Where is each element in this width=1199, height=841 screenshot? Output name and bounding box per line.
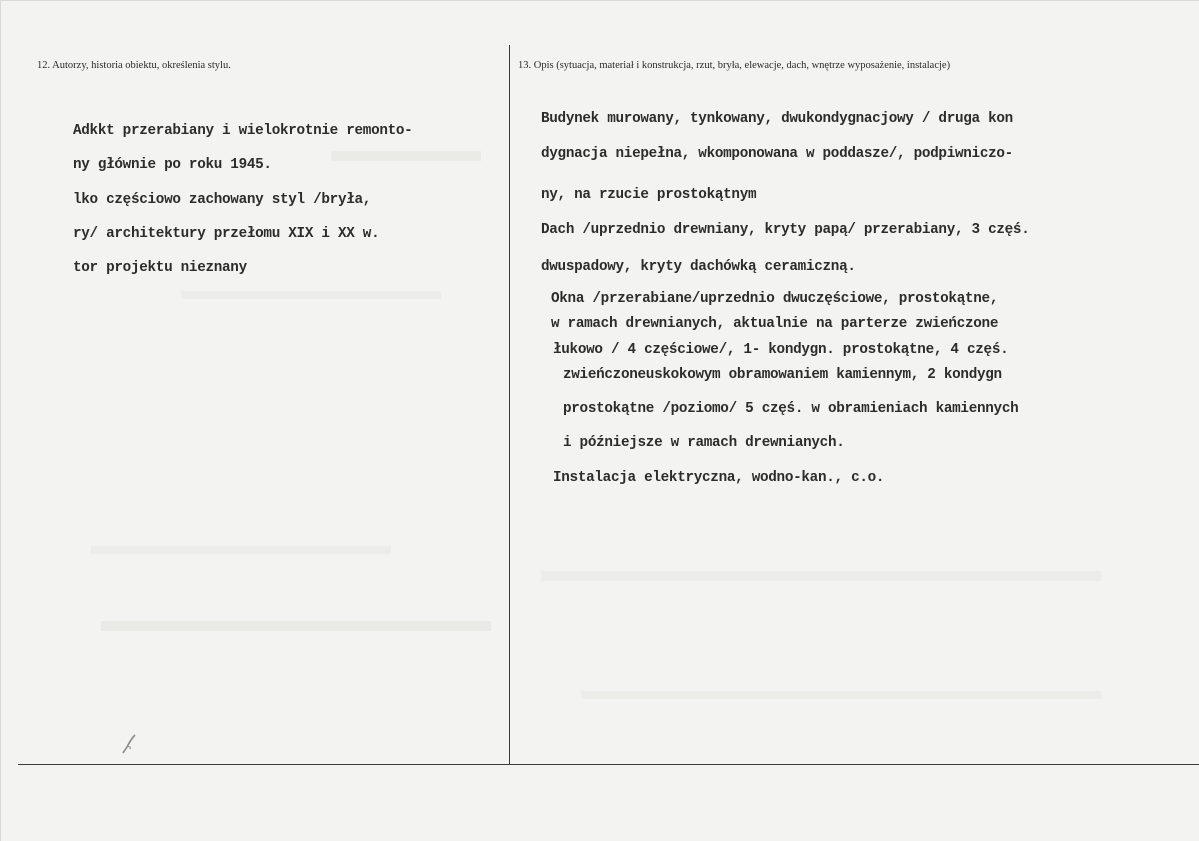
left-text-line: tor projektu nieznany bbox=[73, 260, 247, 276]
section-12-header: 12. Autorzy, historia obiektu, określenia stylu. bbox=[37, 60, 231, 71]
right-text-line: Dach /uprzednio drewniany, kryty papą/ przerabiany, 3 częś. bbox=[541, 222, 1030, 238]
show-through-artifact bbox=[101, 621, 491, 631]
column-divider bbox=[509, 45, 510, 764]
left-text-line: Adkkt przerabiany i wielokrotnie remonto- bbox=[73, 123, 413, 139]
pencil-mark bbox=[121, 733, 139, 755]
right-text-line: Budynek murowany, tynkowany, dwukondygnacjowy / druga kon bbox=[541, 111, 1013, 127]
left-text-line: ry/ architektury przełomu XIX i XX w. bbox=[73, 226, 380, 242]
bottom-rule bbox=[18, 764, 1199, 765]
show-through-artifact bbox=[541, 571, 1101, 581]
left-text-line: lko częściowo zachowany styl /bryła, bbox=[73, 192, 372, 208]
right-text-line: w ramach drewnianych, aktualnie na parterze zwieńczone bbox=[551, 316, 999, 332]
right-text-line: dwuspadowy, kryty dachówką ceramiczną. bbox=[541, 259, 856, 275]
right-text-line: Okna /przerabiane/uprzednio dwuczęściowe, prostokątne, bbox=[551, 291, 999, 307]
section-13-header: 13. Opis (sytuacja, materiał i konstrukcja, rzut, bryła, elewacje, dach, wnętrze wyposażenie, instalacje) bbox=[518, 60, 951, 71]
right-text-line: ny, na rzucie prostokątnym bbox=[541, 187, 757, 203]
right-text-line: prostokątne /poziomo/ 5 częś. w obramieniach kamiennych bbox=[563, 401, 1019, 417]
left-text-line: ny głównie po roku 1945. bbox=[73, 157, 272, 173]
show-through-artifact bbox=[331, 151, 481, 161]
right-text-line: łukowo / 4 częściowe/, 1- kondygn. prostokątne, 4 częś. bbox=[553, 342, 1009, 358]
right-text-line: i późniejsze w ramach drewnianych. bbox=[563, 435, 845, 451]
show-through-artifact bbox=[181, 291, 441, 299]
right-text-line: zwieńczoneuskokowym obramowaniem kamiennym, 2 kondygn bbox=[563, 367, 1002, 383]
show-through-artifact bbox=[91, 546, 391, 554]
right-text-line: Instalacja elektryczna, wodno-kan., c.o. bbox=[553, 470, 885, 486]
right-text-line: dygnacja niepełna, wkomponowana w poddasze/, podpiwniczo- bbox=[541, 146, 1013, 162]
show-through-artifact bbox=[581, 691, 1101, 699]
